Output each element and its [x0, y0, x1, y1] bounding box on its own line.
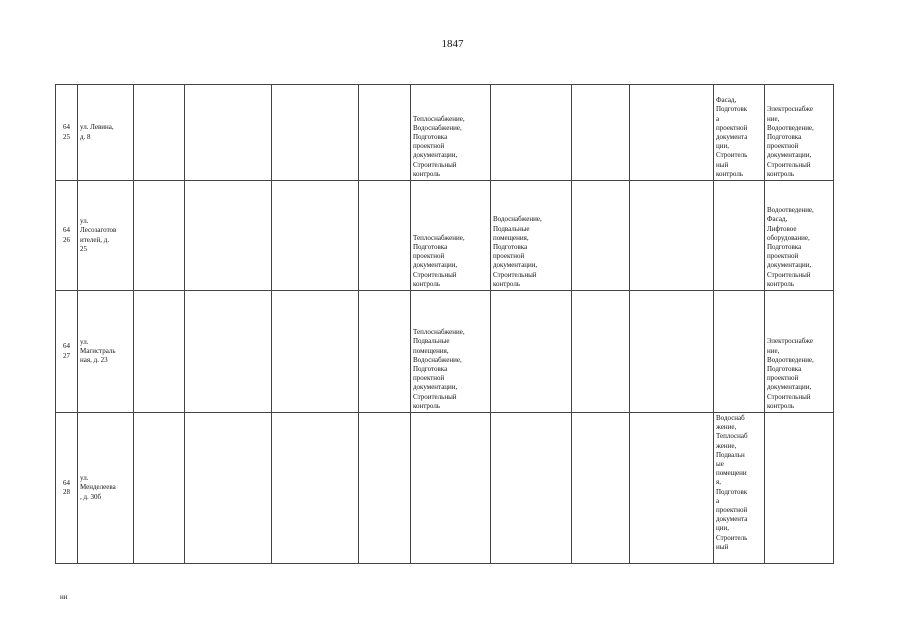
row-number: 64 27 — [63, 342, 70, 360]
work-type-cell — [765, 85, 834, 181]
work-type-text: Теплоснабжение, Водоснабжение, Подготовка проектной документации, Строительный контроль — [413, 114, 465, 178]
work-type-text: Электроснабже ние, Водоотведение, Подготовка проектной документации, Строительный контроль — [767, 337, 814, 410]
work-type-cell — [272, 181, 359, 291]
work-type-cell — [765, 413, 834, 564]
address-cell — [78, 413, 134, 564]
work-type-cell — [572, 85, 630, 181]
row-number-cell — [56, 413, 78, 564]
work-type-cell — [185, 413, 272, 564]
work-type-cell — [491, 291, 572, 413]
work-type-cell — [714, 291, 765, 413]
work-type-cell — [411, 413, 491, 564]
work-type-cell — [134, 85, 185, 181]
work-type-text: Теплоснабжение, Подготовка проектной документации, Строительный контроль — [413, 233, 465, 288]
work-type-cell — [491, 181, 572, 291]
work-type-text: Электроснабже ние, Водоотведение, Подготовка проектной документации, Строительный контроль — [767, 105, 814, 178]
work-type-cell — [359, 85, 411, 181]
work-type-text: Фасад, Подготовк а проектной документа ции, Строитель ный контроль — [716, 96, 748, 178]
work-type-cell — [359, 413, 411, 564]
work-type-cell — [572, 413, 630, 564]
table-row — [56, 413, 834, 564]
work-type-cell — [272, 291, 359, 413]
work-type-cell — [765, 181, 834, 291]
work-type-cell — [134, 413, 185, 564]
row-number: 64 25 — [63, 123, 70, 141]
work-type-cell — [491, 413, 572, 564]
address: ул. Магистраль ная, д. 23 — [80, 337, 116, 365]
work-type-cell — [359, 291, 411, 413]
footer-note: нн — [60, 593, 68, 601]
work-type-cell — [359, 181, 411, 291]
row-number-cell — [56, 291, 78, 413]
page-number: 1847 — [441, 38, 464, 50]
work-type-cell — [630, 413, 714, 564]
row-number-cell — [56, 181, 78, 291]
work-type-cell — [411, 85, 491, 181]
work-type-cell — [714, 181, 765, 291]
work-type-text: Теплоснабжение, Подвальные помещения, Водоснабжение, Подготовка проектной документации, Строительный контроль — [413, 328, 465, 410]
work-type-cell — [714, 413, 765, 564]
work-type-cell — [630, 291, 714, 413]
work-type-cell — [572, 291, 630, 413]
address: ул. Левина, д. 8 — [80, 123, 114, 141]
address: ул. Лесозаготов ителей, д. 25 — [80, 217, 117, 253]
work-type-cell — [572, 181, 630, 291]
address-cell — [78, 181, 134, 291]
work-type-cell — [134, 291, 185, 413]
table-row — [56, 85, 834, 181]
address-cell — [78, 85, 134, 181]
work-type-cell — [411, 181, 491, 291]
work-type-cell — [411, 291, 491, 413]
work-type-cell — [185, 85, 272, 181]
row-number: 64 26 — [63, 226, 70, 244]
work-type-cell — [272, 413, 359, 564]
work-type-text: Водоснаб жение, Теплоснаб жение, Подвальн ые помещени я, Подготовк а проектной документа ции, Строитель ный — [716, 414, 748, 551]
work-type-cell — [765, 291, 834, 413]
work-type-cell — [630, 181, 714, 291]
work-type-text: Водоотведение, Фасад, Лифтовое оборудование, Подготовка проектной документации, Строительный контроль — [767, 206, 814, 288]
work-type-cell — [714, 85, 765, 181]
address: ул. Менделеева , д. 30б — [80, 474, 116, 501]
work-type-cell — [272, 85, 359, 181]
row-number-cell — [56, 85, 78, 181]
work-type-cell — [185, 181, 272, 291]
work-type-cell — [630, 85, 714, 181]
table-row — [56, 291, 834, 413]
work-type-cell — [185, 291, 272, 413]
row-number: 64 28 — [63, 478, 70, 496]
address-cell — [78, 291, 134, 413]
work-type-cell — [134, 181, 185, 291]
work-type-text: Водоснабжение, Подвальные помещения, Подготовка проектной документации, Строительный контроль — [493, 215, 542, 288]
table-row — [56, 181, 834, 291]
work-type-cell — [491, 85, 572, 181]
repair-schedule-table — [55, 84, 834, 564]
